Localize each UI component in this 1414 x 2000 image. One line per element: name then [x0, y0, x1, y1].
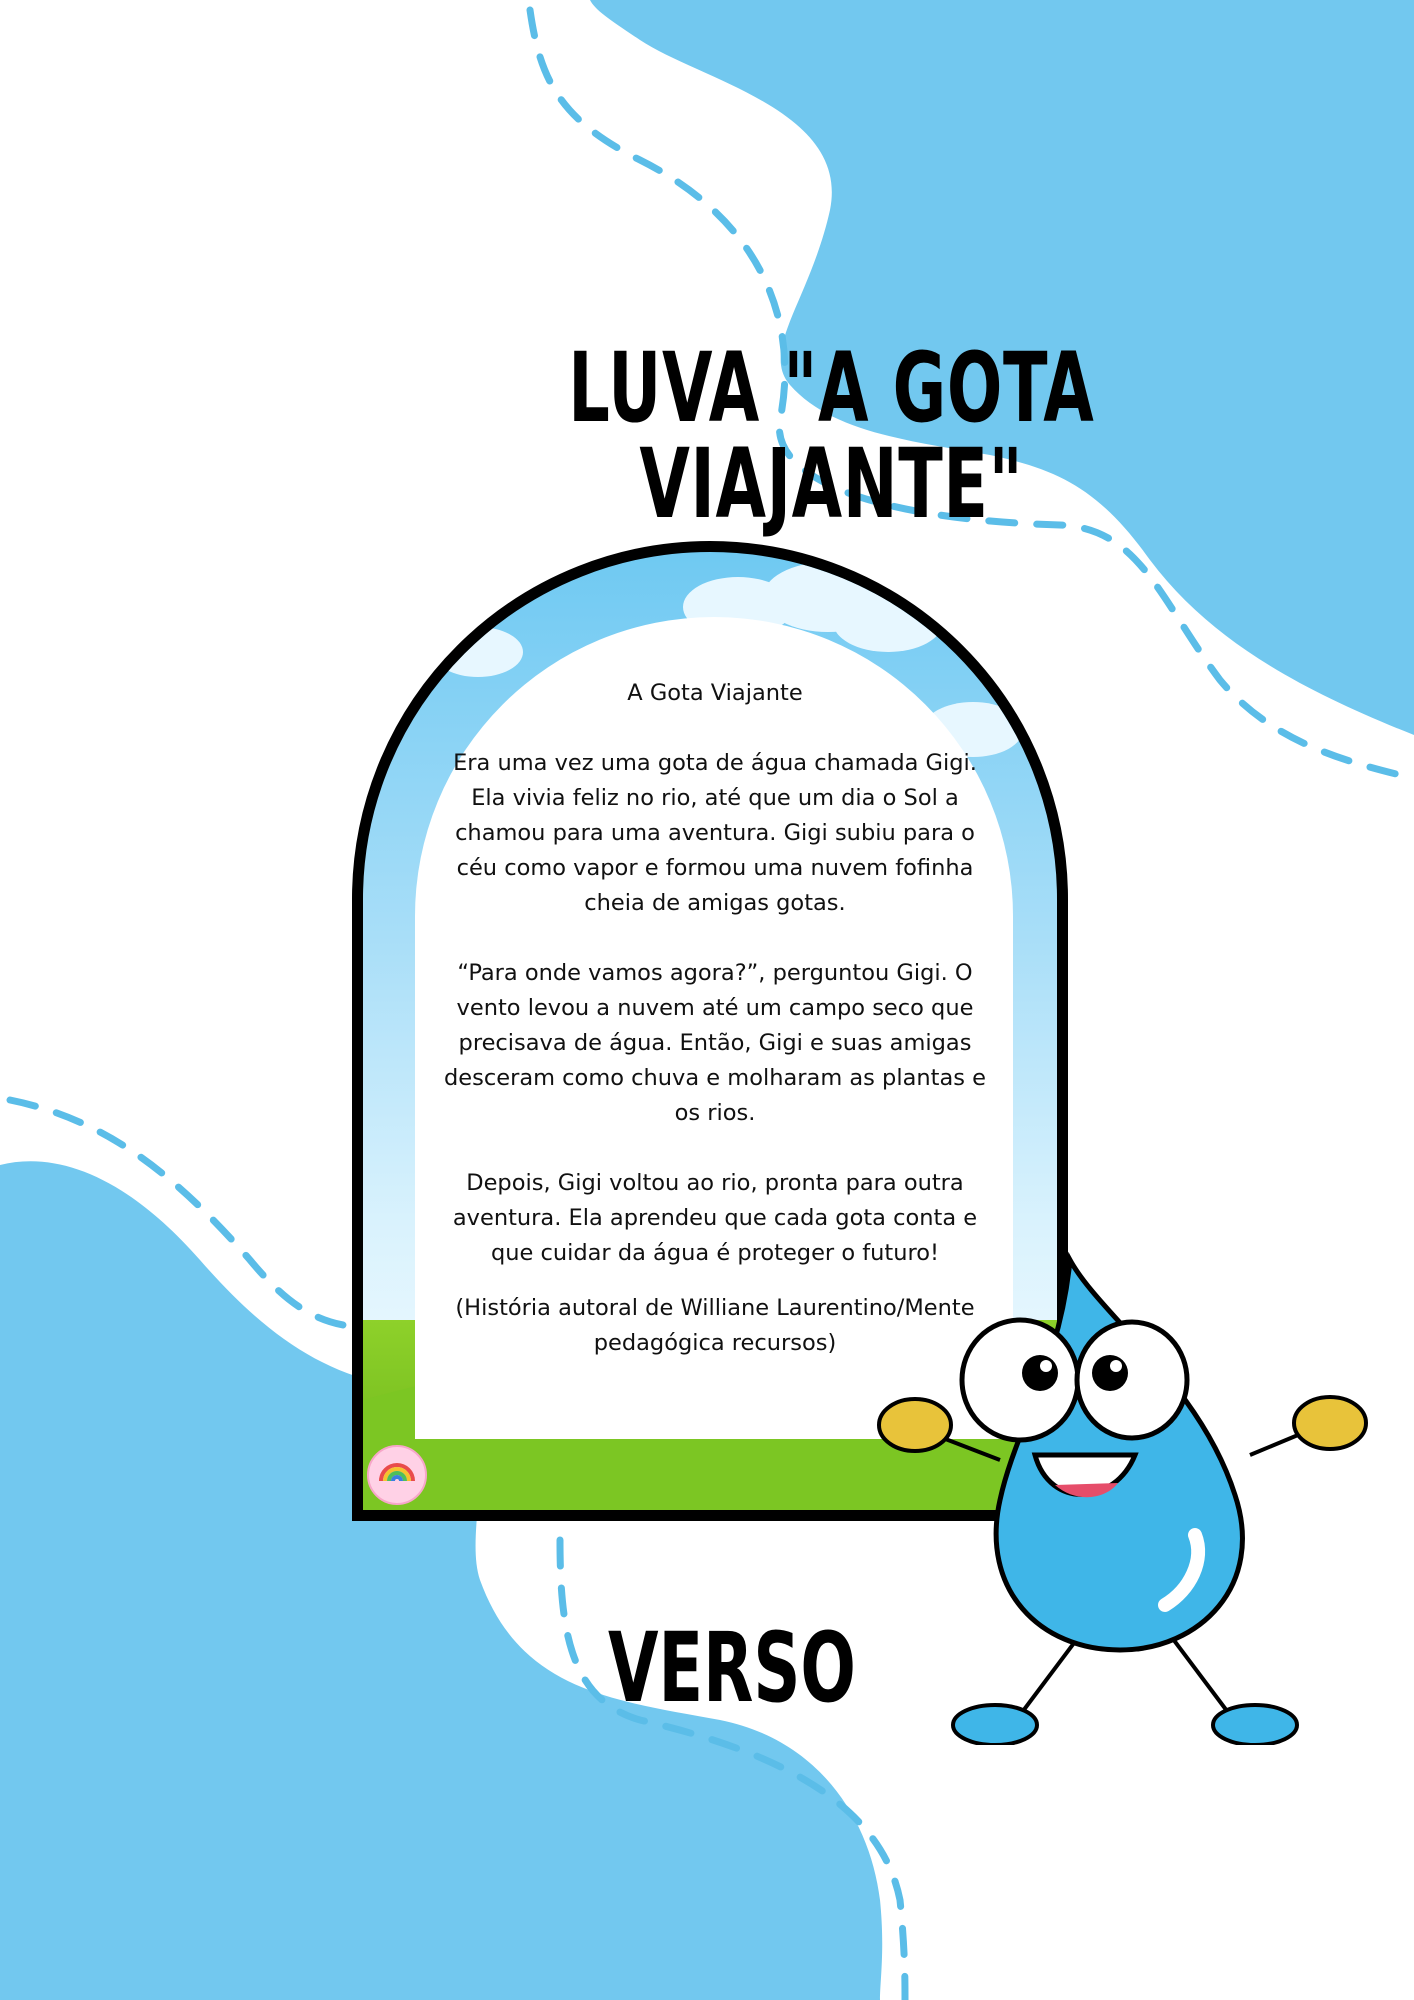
- water-drop-mascot-icon: [870, 1245, 1390, 1745]
- story-paragraph-3: Depois, Gigi voltou ao rio, pronta para outra aventura. Ela aprendeu que cada gota conta e que cuidar da água é proteger o futuro!: [452, 1170, 978, 1266]
- page-title: LUVA "A GOTA VIAJANTE": [568, 332, 1095, 540]
- rainbow-logo-icon: [367, 1445, 427, 1505]
- cloud-icon: [833, 592, 943, 652]
- story-credit: (História autoral de Williane Laurentino/Mente pedagógica recursos): [455, 1295, 975, 1356]
- story-paragraph-2: “Para onde vamos agora?”, perguntou Gigi. O vento levou a nuvem até um campo seco que precisava de água. Então, Gigi e suas amigas desceram como chuva e molharam as plantas e os rios.: [444, 960, 986, 1126]
- cloud-icon: [433, 627, 523, 677]
- story-heading: A Gota Viajante: [627, 680, 803, 706]
- story-paragraph-1: Era uma vez uma gota de água chamada Gigi. Ela vivia feliz no rio, até que um dia o Sol a chamou para uma aventura. Gigi subiu para o céu como vapor e formou uma nuvem fofinha cheia de amigas gotas.: [453, 750, 977, 916]
- verso-label: VERSO: [608, 1612, 856, 1724]
